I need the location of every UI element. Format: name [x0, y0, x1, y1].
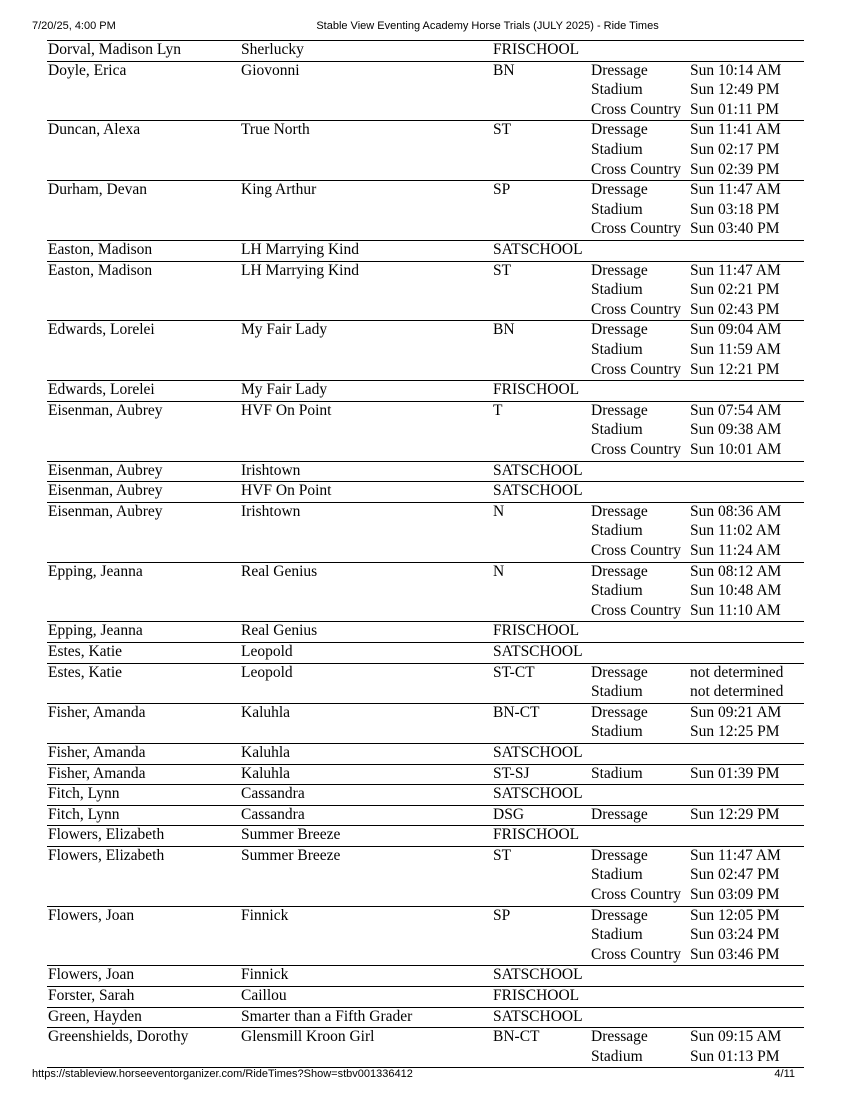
division-code: SP [493, 181, 511, 199]
division-code: SATSCHOOL [493, 785, 583, 803]
phase-label: Cross Country [591, 360, 681, 378]
horse-name: Caillou [241, 987, 287, 1005]
horse-name: Cassandra [241, 785, 305, 803]
division-code: ST-SJ [493, 764, 530, 782]
division-code: BN-CT [493, 1028, 540, 1046]
ride-time: Sun 03:18 PM [690, 200, 780, 218]
page-number: 4/11 [774, 1068, 795, 1080]
rider-name: Doyle, Erica [48, 61, 127, 79]
division-code: ST-CT [493, 663, 535, 681]
rider-name: Fisher, Amanda [48, 764, 146, 782]
rider-name: Easton, Madison [48, 261, 153, 279]
division-code: SATSCHOOL [493, 1007, 583, 1025]
horse-name: Finnick [241, 966, 289, 984]
horse-name: Real Genius [241, 622, 318, 640]
division-code: SATSCHOOL [493, 966, 583, 984]
rider-name: Estes, Katie [48, 663, 123, 681]
phase-label: Cross Country [591, 440, 681, 458]
horse-name: Kaluhla [241, 743, 291, 761]
table-row [47, 1028, 804, 1068]
phase-label: Dressage [591, 121, 648, 139]
horse-name: LH Marrying Kind [241, 240, 359, 258]
rider-name: Flowers, Elizabeth [48, 846, 165, 864]
horse-name: King Arthur [241, 181, 317, 199]
horse-name: Cassandra [241, 805, 305, 823]
ride-time: Sun 09:21 AM [690, 703, 782, 721]
phase-label: Cross Country [591, 886, 681, 904]
rider-name: Epping, Jeanna [48, 622, 143, 640]
table-row [47, 503, 804, 563]
ride-time: Sun 10:48 AM [690, 582, 782, 600]
rider-name: Eisenman, Aubrey [48, 401, 163, 419]
table-row [47, 907, 804, 967]
table-row [47, 966, 804, 987]
ride-time: not determined [690, 663, 784, 681]
horse-name: Leopold [241, 642, 293, 660]
table-row [47, 806, 804, 827]
phase-label: Cross Country [591, 541, 681, 559]
phase-label: Stadium [591, 281, 643, 299]
ride-time: Sun 09:04 AM [690, 321, 782, 339]
rider-name: Estes, Katie [48, 642, 123, 660]
horse-name: HVF On Point [241, 482, 332, 500]
rider-name: Forster, Sarah [48, 987, 135, 1005]
ride-time: Sun 10:01 AM [690, 440, 782, 458]
table-row [47, 241, 804, 262]
ride-time: Sun 09:15 AM [690, 1028, 782, 1046]
horse-name: Giovonni [241, 61, 300, 79]
division-code: BN-CT [493, 703, 540, 721]
ride-time: Sun 07:54 AM [690, 401, 782, 419]
division-code: ST [493, 121, 512, 139]
table-row [47, 482, 804, 503]
ride-time: Sun 02:43 PM [690, 300, 780, 318]
horse-name: Irishtown [241, 502, 301, 520]
phase-label: Stadium [591, 926, 643, 944]
phase-label: Cross Country [591, 100, 681, 118]
table-row [47, 704, 804, 744]
phase-label: Stadium [591, 723, 643, 741]
ride-time: not determined [690, 683, 784, 701]
horse-name: Sherlucky [241, 41, 304, 58]
ride-time: Sun 12:29 PM [690, 805, 780, 823]
phase-label: Stadium [591, 340, 643, 358]
horse-name: Summer Breeze [241, 826, 341, 844]
ride-time: Sun 08:36 AM [690, 502, 782, 520]
ride-time: Sun 03:24 PM [690, 926, 780, 944]
ride-time: Sun 11:47 AM [690, 846, 781, 864]
horse-name: Glensmill Kroon Girl [241, 1028, 375, 1046]
rider-name: Fitch, Lynn [48, 805, 120, 823]
phase-label: Cross Country [591, 300, 681, 318]
division-code: ST [493, 261, 512, 279]
print-datetime: 7/20/25, 4:00 PM [32, 20, 116, 32]
ride-time: Sun 01:39 PM [690, 764, 780, 782]
ride-time: Sun 11:41 AM [690, 121, 781, 139]
table-row [47, 744, 804, 765]
phase-label: Stadium [591, 421, 643, 439]
ride-time: Sun 11:59 AM [690, 340, 781, 358]
phase-label: Dressage [591, 663, 648, 681]
division-code: N [493, 562, 505, 580]
rider-name: Duncan, Alexa [48, 121, 141, 139]
ride-times-table [47, 40, 804, 1068]
rider-name: Dorval, Madison Lyn [48, 41, 182, 58]
horse-name: Irishtown [241, 461, 301, 479]
table-row [47, 664, 804, 704]
rider-name: Easton, Madison [48, 240, 153, 258]
ride-time: Sun 11:24 AM [690, 541, 781, 559]
ride-time: Sun 01:11 PM [690, 100, 780, 118]
phase-label: Stadium [591, 140, 643, 158]
rider-name: Fisher, Amanda [48, 743, 146, 761]
horse-name: My Fair Lady [241, 321, 328, 339]
division-code: SP [493, 906, 511, 924]
division-code: T [493, 401, 503, 419]
rider-name: Fisher, Amanda [48, 703, 146, 721]
table-row [47, 181, 804, 241]
rider-name: Durham, Devan [48, 181, 147, 199]
division-code: BN [493, 321, 515, 339]
phase-label: Dressage [591, 1028, 648, 1046]
table-row [47, 826, 804, 847]
ride-time: Sun 08:12 AM [690, 562, 782, 580]
rider-name: Flowers, Elizabeth [48, 826, 165, 844]
phase-label: Dressage [591, 61, 648, 79]
division-code: N [493, 502, 505, 520]
ride-time: Sun 02:21 PM [690, 281, 780, 299]
horse-name: HVF On Point [241, 401, 332, 419]
table-row [47, 321, 804, 381]
horse-name: Summer Breeze [241, 846, 341, 864]
table-row [47, 563, 804, 623]
division-code: FRISCHOOL [493, 381, 580, 399]
page-header [0, 20, 850, 34]
phase-label: Dressage [591, 846, 648, 864]
horse-name: Leopold [241, 663, 293, 681]
phase-label: Cross Country [591, 220, 681, 238]
ride-time: Sun 12:05 PM [690, 906, 780, 924]
ride-time: Sun 11:10 AM [690, 601, 781, 619]
division-code: BN [493, 61, 515, 79]
rider-name: Flowers, Joan [48, 906, 135, 924]
table-row [47, 987, 804, 1008]
page-footer [0, 1068, 850, 1082]
division-code: FRISCHOOL [493, 622, 580, 640]
table-row [47, 847, 804, 907]
division-code: SATSCHOOL [493, 743, 583, 761]
phase-label: Stadium [591, 1047, 643, 1065]
ride-time: Sun 12:21 PM [690, 360, 780, 378]
division-code: FRISCHOOL [493, 987, 580, 1005]
horse-name: Kaluhla [241, 703, 291, 721]
division-code: SATSCHOOL [493, 240, 583, 258]
rider-name: Edwards, Lorelei [48, 321, 155, 339]
ride-time: Sun 02:47 PM [690, 866, 780, 884]
horse-name: True North [241, 121, 310, 139]
horse-name: Finnick [241, 906, 289, 924]
division-code: ST [493, 846, 512, 864]
rider-name: Edwards, Lorelei [48, 381, 155, 399]
division-code: SATSCHOOL [493, 461, 583, 479]
table-row [47, 402, 804, 462]
ride-time: Sun 09:38 AM [690, 421, 782, 439]
phase-label: Stadium [591, 582, 643, 600]
rider-name: Eisenman, Aubrey [48, 502, 163, 520]
phase-label: Stadium [591, 683, 643, 701]
table-row [47, 62, 804, 122]
ride-time: Sun 12:25 PM [690, 723, 780, 741]
rider-name: Epping, Jeanna [48, 562, 143, 580]
phase-label: Stadium [591, 764, 643, 782]
ride-time: Sun 11:47 AM [690, 181, 781, 199]
division-code: FRISCHOOL [493, 41, 580, 58]
division-code: SATSCHOOL [493, 642, 583, 660]
phase-label: Dressage [591, 261, 648, 279]
table-row [47, 765, 804, 786]
ride-time: Sun 03:46 PM [690, 945, 780, 963]
rider-name: Eisenman, Aubrey [48, 461, 163, 479]
phase-label: Stadium [591, 200, 643, 218]
table-row [47, 262, 804, 322]
ride-time: Sun 03:09 PM [690, 886, 780, 904]
ride-time: Sun 11:02 AM [690, 522, 781, 540]
rider-name: Greenshields, Dorothy [48, 1028, 189, 1046]
horse-name: Real Genius [241, 562, 318, 580]
phase-label: Dressage [591, 805, 648, 823]
page-url: https://stableview.horseeventorganizer.com/RideTimes?Show=stbv001336412 [32, 1068, 413, 1080]
phase-label: Cross Country [591, 601, 681, 619]
table-row [47, 381, 804, 402]
rider-name: Flowers, Joan [48, 966, 135, 984]
table-row [47, 121, 804, 181]
division-code: FRISCHOOL [493, 826, 580, 844]
page-title: Stable View Eventing Academy Horse Trials (JULY 2025) - Ride Times [316, 20, 659, 32]
phase-label: Dressage [591, 562, 648, 580]
rider-name: Eisenman, Aubrey [48, 482, 163, 500]
ride-time: Sun 02:17 PM [690, 140, 780, 158]
horse-name: Kaluhla [241, 764, 291, 782]
horse-name: Smarter than a Fifth Grader [241, 1007, 413, 1025]
rider-name: Fitch, Lynn [48, 785, 120, 803]
phase-label: Dressage [591, 502, 648, 520]
table-row [47, 643, 804, 664]
ride-time: Sun 01:13 PM [690, 1047, 780, 1065]
table-row [47, 462, 804, 483]
ride-time: Sun 12:49 PM [690, 81, 780, 99]
table-row [47, 622, 804, 643]
horse-name: My Fair Lady [241, 381, 328, 399]
division-code: SATSCHOOL [493, 482, 583, 500]
phase-label: Cross Country [591, 160, 681, 178]
rider-name: Green, Hayden [48, 1007, 142, 1025]
ride-time: Sun 10:14 AM [690, 61, 782, 79]
phase-label: Stadium [591, 81, 643, 99]
phase-label: Dressage [591, 401, 648, 419]
table-row [47, 41, 804, 62]
ride-time: Sun 02:39 PM [690, 160, 780, 178]
ride-time: Sun 03:40 PM [690, 220, 780, 238]
phase-label: Dressage [591, 703, 648, 721]
phase-label: Stadium [591, 866, 643, 884]
phase-label: Dressage [591, 181, 648, 199]
horse-name: LH Marrying Kind [241, 261, 359, 279]
phase-label: Dressage [591, 906, 648, 924]
phase-label: Cross Country [591, 945, 681, 963]
phase-label: Stadium [591, 522, 643, 540]
phase-label: Dressage [591, 321, 648, 339]
division-code: DSG [493, 805, 525, 823]
table-row [47, 1008, 804, 1029]
ride-time: Sun 11:47 AM [690, 261, 781, 279]
table-row [47, 785, 804, 806]
